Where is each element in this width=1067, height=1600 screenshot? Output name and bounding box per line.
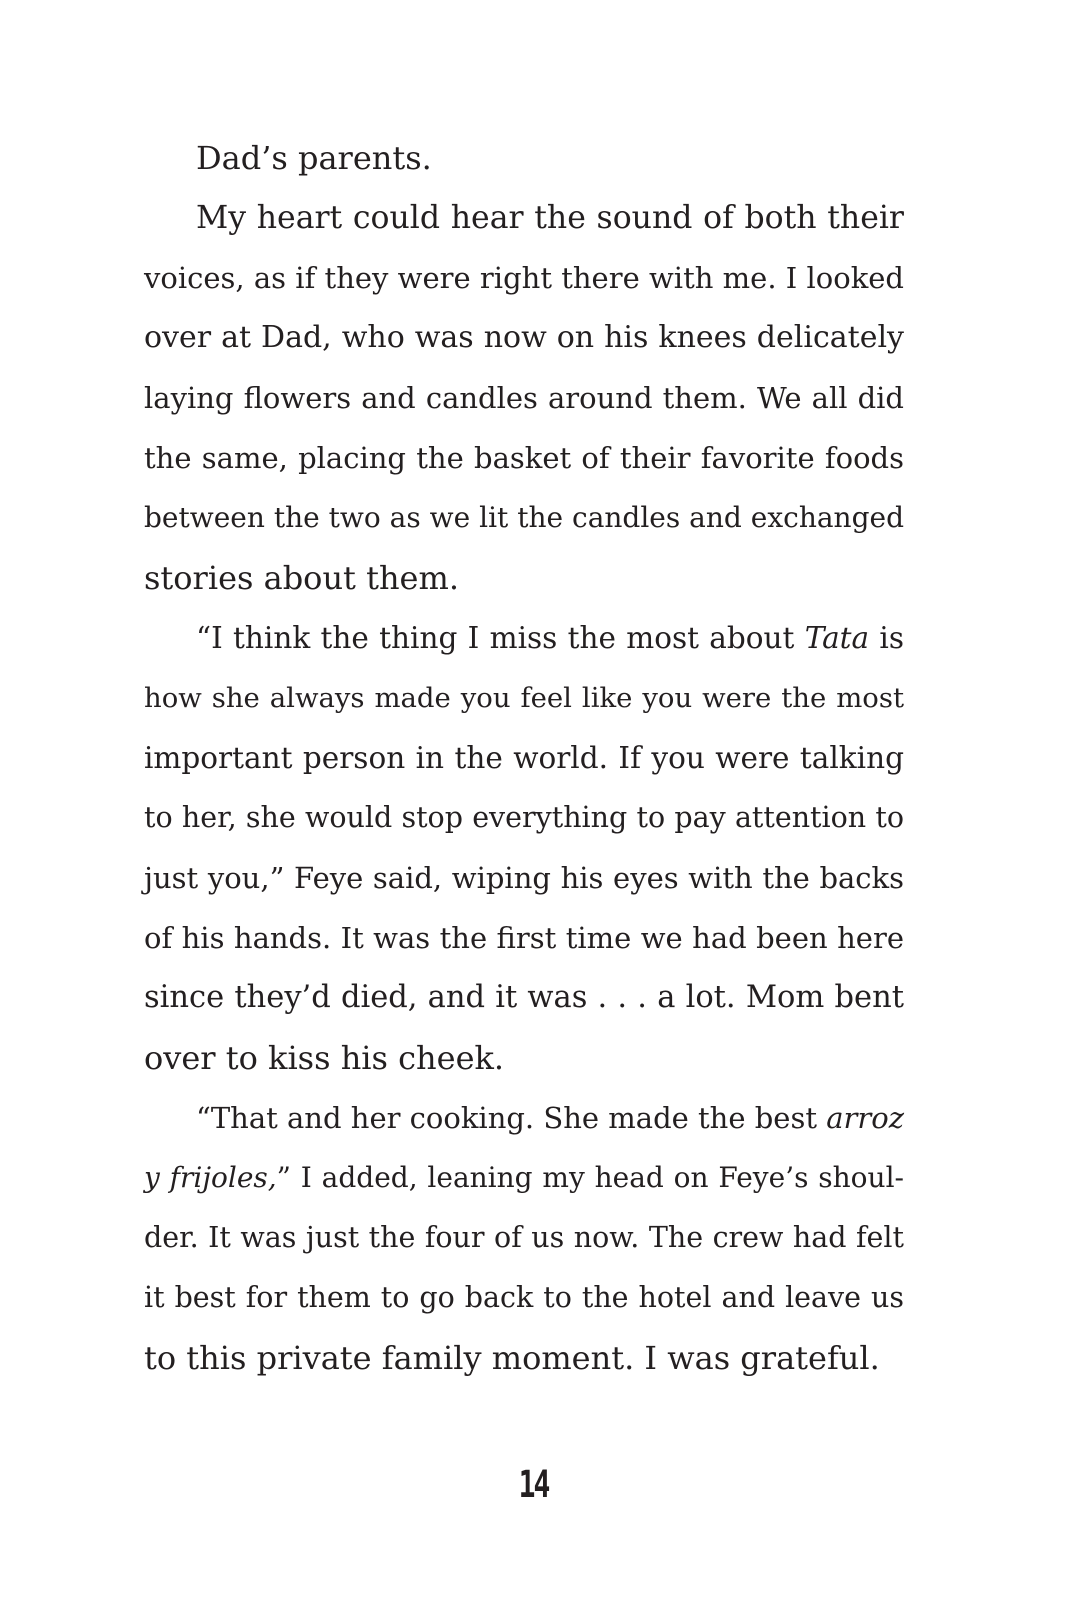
text-segment: Dad’s parents.	[196, 139, 432, 177]
text-segment: it best for them to go back to the hotel and leave us	[144, 1281, 904, 1314]
italic-text-segment: Tata	[804, 621, 870, 655]
text-line	[144, 1028, 904, 1088]
text-line	[144, 128, 904, 188]
text-line	[144, 1148, 904, 1208]
text-line	[144, 188, 904, 248]
text-line	[144, 1328, 904, 1388]
text-line	[144, 548, 904, 608]
text-segment: to this private family moment. I was grateful.	[144, 1339, 880, 1377]
text-line	[144, 1208, 904, 1268]
text-segment: important person in the world. If you were talking	[144, 741, 904, 775]
text-line	[144, 908, 904, 968]
text-segment: laying flowers and candles around them. We all did	[144, 381, 904, 415]
text-segment: “That and her cooking. She made the best	[196, 1101, 827, 1135]
text-segment: over to kiss his cheek.	[144, 1039, 505, 1077]
text-line	[144, 368, 904, 428]
text-segment: since they’d died, and it was . . . a lot. Mom bent	[144, 980, 904, 1015]
text-segment: the same, placing the basket of their favorite foods	[144, 441, 904, 475]
text-line	[144, 728, 904, 788]
text-line	[144, 248, 904, 308]
text-line	[144, 788, 904, 848]
body-text	[144, 128, 904, 1388]
page-number: 14	[518, 1462, 549, 1507]
text-line	[144, 488, 904, 548]
text-segment: is	[869, 621, 904, 655]
text-segment: to her, she would stop everything to pay attention to	[144, 801, 904, 834]
text-line	[144, 968, 904, 1028]
text-segment: ” I added, leaning my head on Feye’s shoul-	[276, 1161, 904, 1194]
text-line	[144, 1088, 904, 1148]
text-segment: of his hands. It was the first time we had been here	[144, 921, 904, 955]
text-segment: “I think the thing I miss the most about	[196, 621, 805, 655]
text-segment: between the two as we lit the candles and exchanged	[144, 501, 904, 534]
text-segment: just you,” Feye said, wiping his eyes with the backs	[144, 861, 904, 895]
text-segment: der. It was just the four of us now. The crew had felt	[144, 1221, 904, 1254]
text-segment: over at Dad, who was now on his knees delicately	[144, 320, 904, 355]
text-segment: My heart could hear the sound of both their	[196, 200, 904, 236]
text-segment: how she always made you feel like you were the most	[144, 682, 904, 714]
text-line	[144, 308, 904, 368]
text-line	[144, 668, 904, 728]
text-line	[144, 428, 904, 488]
italic-text-segment: y frijoles,	[144, 1161, 277, 1194]
text-line	[144, 848, 904, 908]
text-segment: voices, as if they were right there with me. I looked	[144, 261, 904, 295]
text-line	[144, 1268, 904, 1328]
italic-text-segment: arroz	[826, 1101, 904, 1135]
text-line	[144, 608, 904, 668]
text-segment: stories about them.	[144, 559, 459, 597]
